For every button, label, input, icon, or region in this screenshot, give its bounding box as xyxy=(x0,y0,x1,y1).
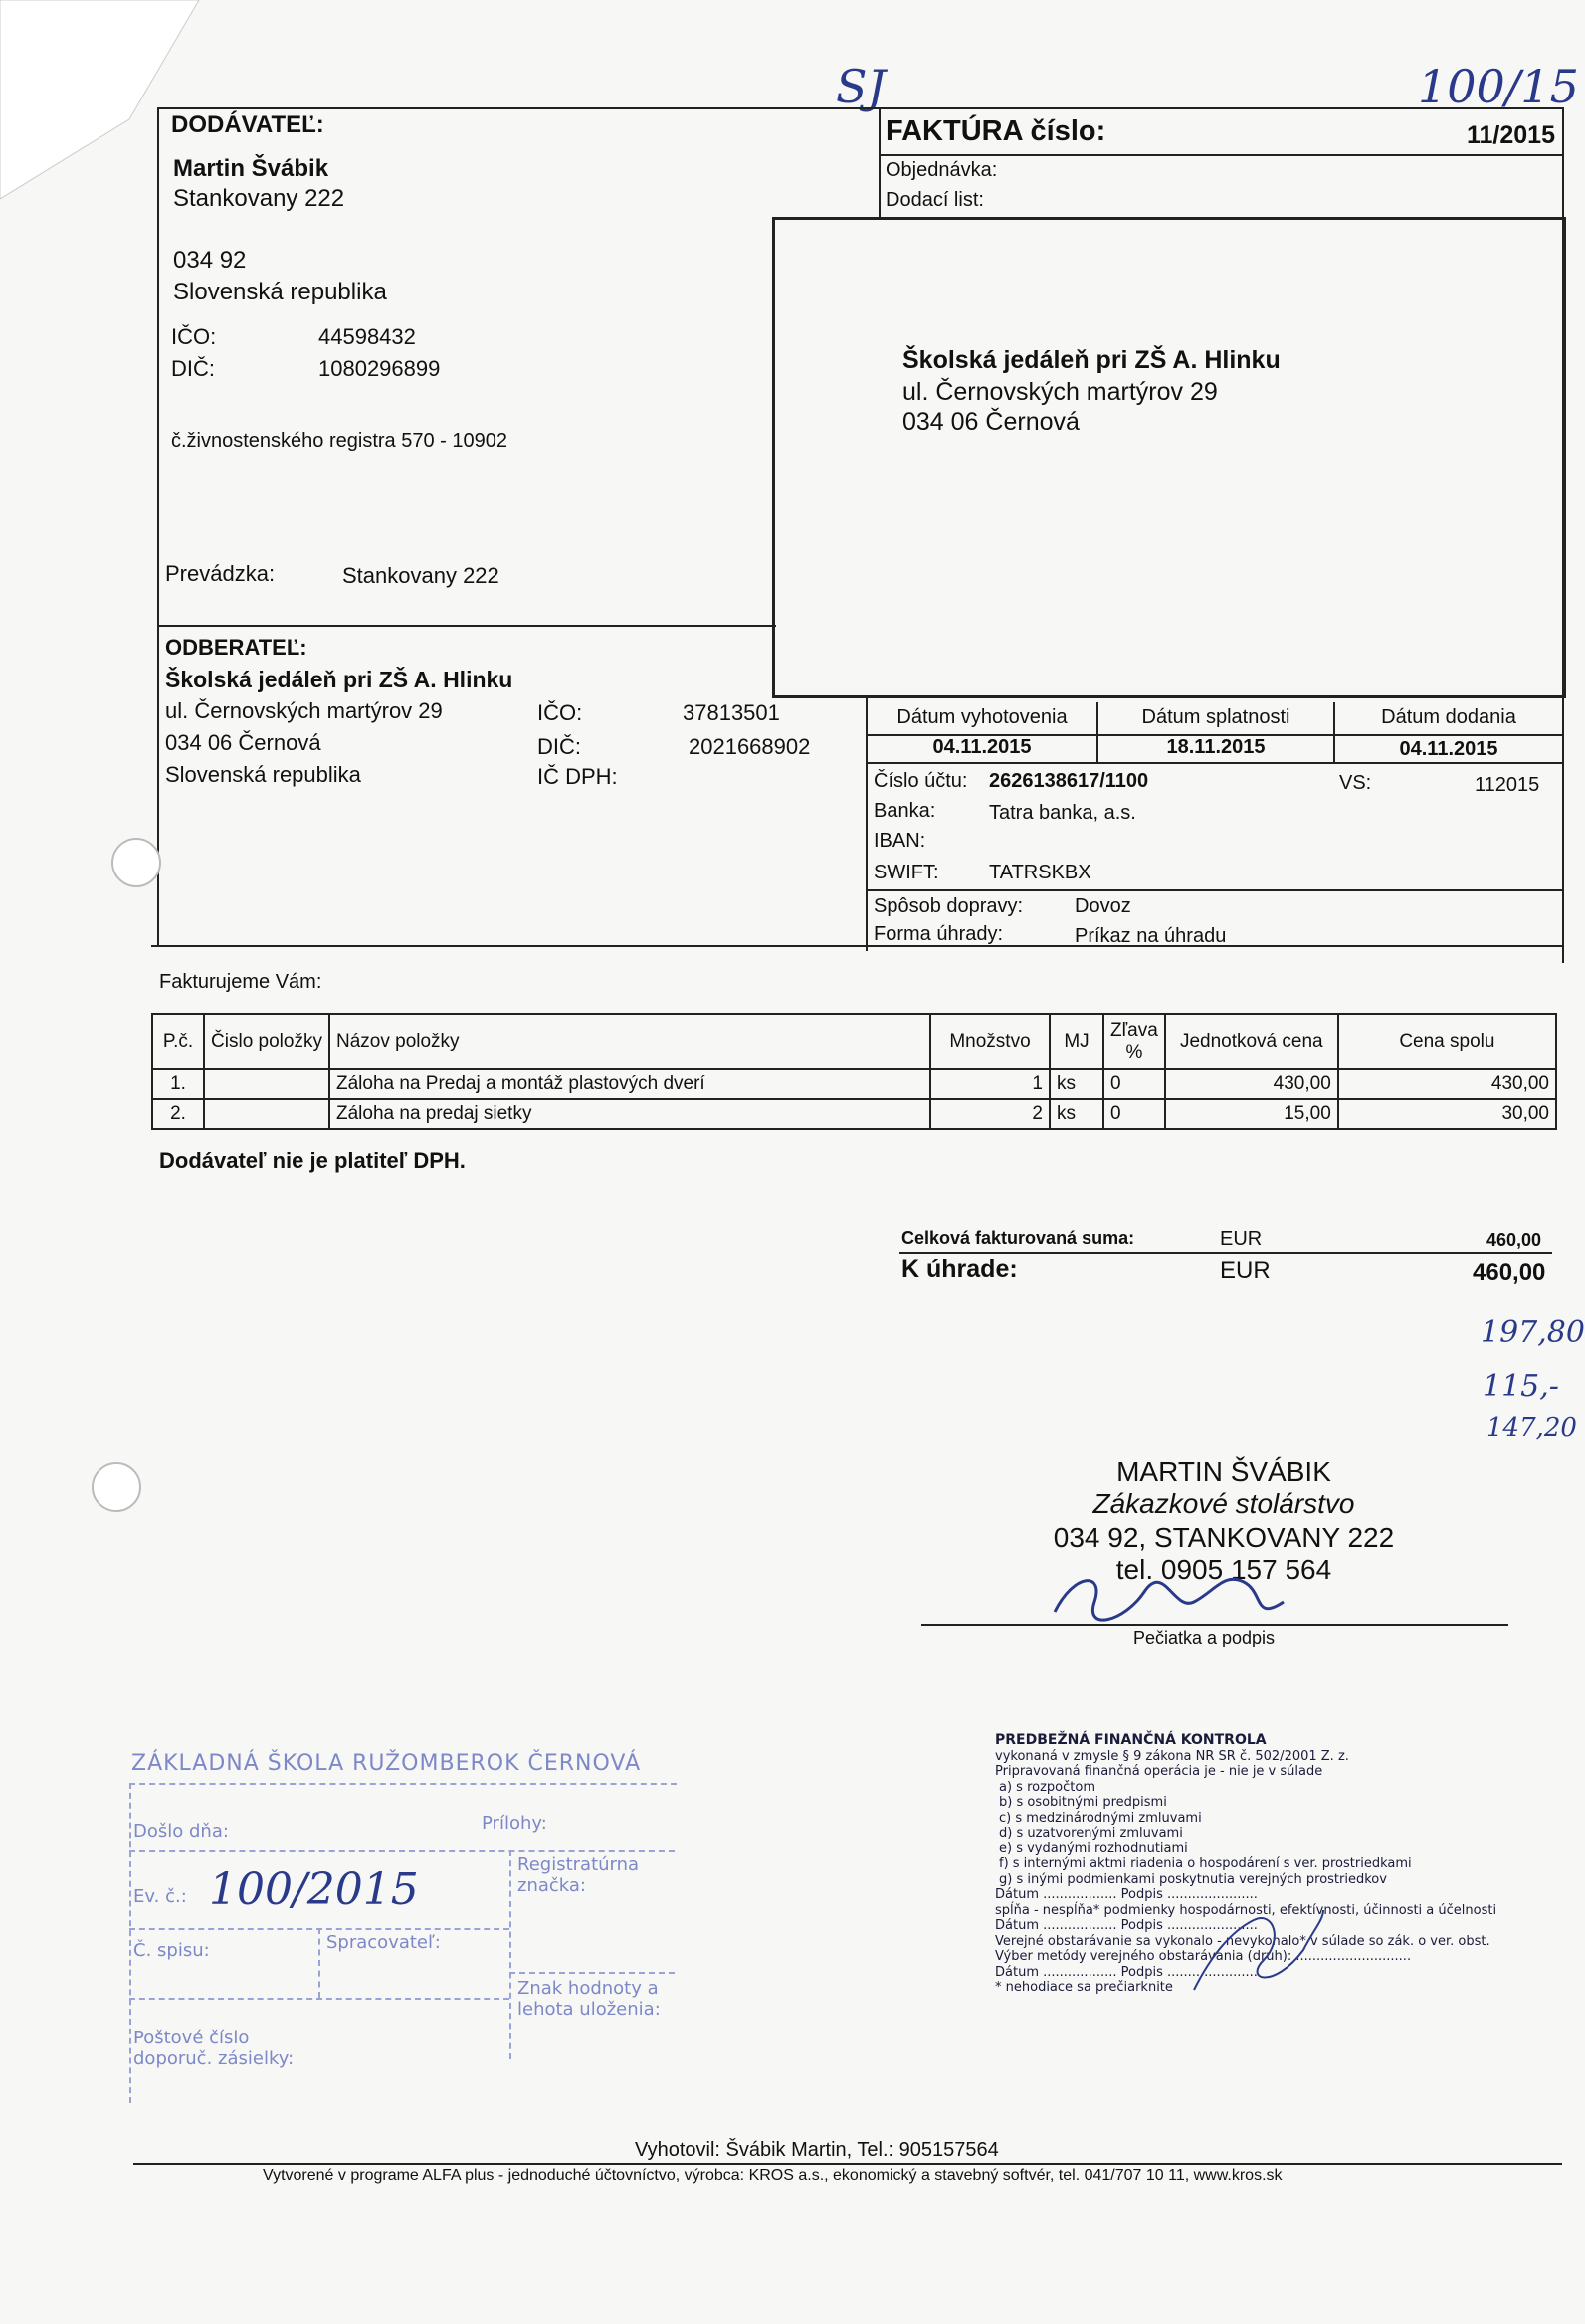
row-total: 430,00 xyxy=(1338,1069,1556,1099)
control-note: * nehodiace sa prečiarknite xyxy=(995,1980,1173,1995)
swift-value: TATRSKBX xyxy=(989,862,1091,883)
control-date1: Dátum .................. Podpis ...................... xyxy=(995,1887,1258,1902)
ev-value: 100/2015 xyxy=(209,1864,419,1915)
control-g: g) s inými podmienkami poskytnutia verejných prostriedkov xyxy=(999,1871,1387,1887)
handwritten-calc-3: 147,20 xyxy=(1486,1413,1577,1443)
control-line1: vykonaná v zmysle § 9 zákona NR SR č. 502/2001 Z. z. xyxy=(995,1748,1349,1764)
col-total: Cena spolu xyxy=(1338,1014,1556,1069)
invoiced-currency: EUR xyxy=(1220,1228,1263,1250)
control-f: f) s internými aktmi riadenia o hospodárení s ver. prostriedkami xyxy=(999,1856,1412,1871)
recipient-name: Školská jedáleň pri ZŠ A. Hlinku xyxy=(902,346,1281,374)
table-row xyxy=(152,1069,1556,1099)
row-discount: 0 xyxy=(1103,1069,1165,1099)
col-discount-line2: % xyxy=(1125,1042,1143,1063)
footer-line xyxy=(133,2163,1562,2165)
items-header-row xyxy=(152,1014,1556,1069)
row-qty: 1 xyxy=(930,1069,1050,1099)
recipient-address-box xyxy=(772,217,1566,698)
issued-date: 04.11.2015 xyxy=(932,736,1032,758)
punch-hole-2 xyxy=(92,1462,141,1512)
row-name: Záloha na predaj sietky xyxy=(329,1099,930,1129)
frame-top xyxy=(157,107,1564,109)
col-pc: P.č. xyxy=(152,1014,204,1069)
frame-bottom xyxy=(151,945,1564,947)
invoice-header-divider xyxy=(879,107,881,219)
handwritten-initials: SJ xyxy=(836,60,886,113)
supplier-bottom-line xyxy=(157,625,776,627)
due-total-label: K úhrade: xyxy=(901,1256,1018,1283)
row-pc: 2. xyxy=(152,1099,204,1129)
row-unit: ks xyxy=(1050,1069,1103,1099)
reg-label: Registratúrna značka: xyxy=(517,1854,640,1896)
row-code xyxy=(204,1069,329,1099)
supplier-street: Stankovany 222 xyxy=(173,185,345,212)
customer-city: 034 06 Černová xyxy=(165,730,321,755)
recipient-street: ul. Černovských martýrov 29 xyxy=(902,378,1218,406)
customer-country: Slovenská republika xyxy=(165,762,361,787)
signature-line xyxy=(921,1624,1508,1626)
totals-divider xyxy=(899,1252,1552,1254)
control-method: Výber metódy verejného obstarávania (druh): ............................ xyxy=(995,1949,1412,1964)
stamp-hline-3 xyxy=(509,1972,675,1974)
file-label: Č. spisu: xyxy=(133,1940,210,1961)
order-label: Objednávka: xyxy=(886,159,998,181)
control-title: PREDBEŽNÁ FINANČNÁ KONTROLA xyxy=(995,1732,1267,1748)
control-line2: Pripravovaná finančná operácia je - nie je v súlade xyxy=(995,1764,1323,1779)
items-table xyxy=(151,1013,1557,1130)
supplier-name: Martin Švábik xyxy=(173,155,329,182)
handwritten-calc-1: 197,80 xyxy=(1481,1315,1585,1350)
supplier-premises-label: Prevádzka: xyxy=(165,561,276,586)
due-label: Dátum splatnosti xyxy=(1141,706,1290,728)
footer-software: Vytvorené v programe ALFA plus - jednoduché účtovníctvo, výrobca: KROS a.s., ekonomický a stavebný softvér, tel. 041/707 10 11, www.kros.sk xyxy=(263,2167,1283,2184)
bank-label: Banka: xyxy=(874,800,936,822)
col-code: Čislo položky xyxy=(204,1014,329,1069)
col-unit: MJ xyxy=(1050,1014,1103,1069)
row-qty: 2 xyxy=(930,1099,1050,1129)
customer-ico: 37813501 xyxy=(683,700,780,725)
signature-caption: Pečiatka a podpis xyxy=(1132,1628,1276,1647)
customer-heading: ODBERATEĽ: xyxy=(165,635,307,660)
account-label: Číslo účtu: xyxy=(874,770,968,792)
due-total-currency: EUR xyxy=(1220,1258,1271,1284)
due-total-amount: 460,00 xyxy=(1473,1259,1546,1286)
control-public: Verejné obstarávanie sa vykonalo - nevykonalo* v súlade so zák. o ver. obst. xyxy=(995,1933,1490,1949)
company-stamp-address: 034 92, STANKOVANY 222 xyxy=(1053,1522,1395,1553)
stamp-vline-2 xyxy=(318,1928,320,1998)
payment-method-label: Forma úhrady: xyxy=(874,923,1004,945)
handwritten-calc-2: 115,- xyxy=(1483,1369,1559,1404)
retention-label: Znak hodnoty a lehota uloženia: xyxy=(517,1978,661,2020)
control-date3: Dátum .................. Podpis ...................... xyxy=(995,1964,1258,1980)
col-unit-price: Jednotková cena xyxy=(1165,1014,1338,1069)
supplier-heading: DODÁVATEĽ: xyxy=(171,111,324,138)
col-qty: Množstvo xyxy=(930,1014,1050,1069)
row-unit-price: 15,00 xyxy=(1165,1099,1338,1129)
issued-label: Dátum vyhotovenia xyxy=(896,706,1068,728)
control-fulfil: spĺňa - nespĺňa* podmienky hospodárnosti, efektívnosti, účinnosti a účelnosti xyxy=(995,1902,1497,1918)
col-discount-line1: Zľava xyxy=(1110,1020,1158,1041)
recipient-city: 034 06 Černová xyxy=(902,408,1080,436)
payment-method-value: Príkaz na úhradu xyxy=(1075,925,1227,947)
invoiced-amount: 460,00 xyxy=(1486,1230,1542,1250)
supplier-registry: č.živnostenského registra 570 - 10902 xyxy=(171,430,507,452)
transport-label: Spôsob dopravy: xyxy=(874,895,1024,917)
customer-dic-label: DIČ: xyxy=(537,734,581,759)
company-stamp-phone: tel. 0905 157 564 xyxy=(1115,1554,1332,1585)
stamp-vline-1 xyxy=(509,1850,511,2059)
received-label: Došlo dňa: xyxy=(133,1821,229,1841)
invoice-number: 11/2015 xyxy=(1467,121,1555,149)
bank-value: Tatra banka, a.s. xyxy=(989,802,1136,824)
control-date2: Dátum .................. Podpis ...................... xyxy=(995,1918,1258,1933)
school-stamp-title: ZÁKLADNÁ ŠKOLA RUŽOMBEROK ČERNOVÁ xyxy=(131,1751,642,1776)
customer-dic: 2021668902 xyxy=(689,734,811,759)
control-a: a) s rozpočtom xyxy=(999,1779,1095,1795)
invoice-title-underline xyxy=(879,154,1564,156)
control-d: d) s uzatvorenými zmluvami xyxy=(999,1826,1183,1840)
items-intro: Fakturujeme Vám: xyxy=(159,971,322,993)
row-total: 30,00 xyxy=(1338,1099,1556,1129)
punch-hole-1 xyxy=(111,838,161,887)
payment-divider xyxy=(866,889,1562,891)
account-number: 2626138617/1100 xyxy=(989,770,1149,792)
row-code xyxy=(204,1099,329,1129)
invoiced-label: Celková fakturovaná suma: xyxy=(901,1228,1135,1248)
customer-name: Školská jedáleň pri ZŠ A. Hlinku xyxy=(165,667,513,692)
delivery-date: 04.11.2015 xyxy=(1399,738,1498,760)
school-stamp xyxy=(129,1747,687,2105)
iban-label: IBAN: xyxy=(874,830,926,852)
supplier-zip: 034 92 xyxy=(173,247,247,274)
row-unit-price: 430,00 xyxy=(1165,1069,1338,1099)
col-name: Názov položky xyxy=(329,1014,930,1069)
due-date: 18.11.2015 xyxy=(1166,736,1266,758)
footer-prepared: Vyhotovil: Švábik Martin, Tel.: 905157564 xyxy=(635,2139,999,2161)
supplier-premises: Stankovany 222 xyxy=(342,563,499,588)
vat-note: Dodávateľ nie je platiteľ DPH. xyxy=(159,1148,466,1173)
postal-label: Poštové číslo doporuč. zásielky: xyxy=(133,2028,295,2069)
vs-value: 112015 xyxy=(1475,774,1540,796)
control-b: b) s osobitnými predpismi xyxy=(999,1795,1167,1810)
row-pc: 1. xyxy=(152,1069,204,1099)
dates-row-line-2 xyxy=(866,762,1562,764)
supplier-ico-label: IČO: xyxy=(171,324,217,349)
processor-label: Spracovateľ: xyxy=(326,1932,441,1953)
col-discount xyxy=(1103,1014,1165,1069)
customer-icdph-label: IČ DPH: xyxy=(537,764,618,789)
swift-label: SWIFT: xyxy=(874,862,939,883)
delivery-label: Dátum dodania xyxy=(1381,706,1516,728)
table-row xyxy=(152,1099,1556,1129)
torn-corner xyxy=(0,0,199,239)
invoice-title: FAKTÚRA číslo: xyxy=(886,115,1106,147)
company-stamp-name: MARTIN ŠVÁBIK xyxy=(1116,1456,1331,1487)
handwritten-reg-number: 100/15 xyxy=(1418,60,1579,113)
ev-label: Ev. č.: xyxy=(133,1886,187,1907)
frame-left xyxy=(157,107,159,945)
supplier-dic: 1080296899 xyxy=(318,356,441,381)
supplier-dic-label: DIČ: xyxy=(171,356,215,381)
control-signature xyxy=(1174,1890,1333,2010)
row-unit: ks xyxy=(1050,1099,1103,1129)
attachments-label: Prílohy: xyxy=(482,1813,547,1834)
stamp-hline-4 xyxy=(129,1998,509,2000)
delivery-note-label: Dodací list: xyxy=(886,189,984,211)
supplier-country: Slovenská republika xyxy=(173,279,387,305)
row-discount: 0 xyxy=(1103,1099,1165,1129)
transport-value: Dovoz xyxy=(1075,895,1131,917)
company-stamp-trade: Zákazkové stolárstvo xyxy=(1092,1488,1355,1519)
control-e: e) s vydanými rozhodnutiami xyxy=(999,1840,1188,1856)
vs-label: VS: xyxy=(1339,772,1372,794)
row-name: Záloha na Predaj a montáž plastových dverí xyxy=(329,1069,930,1099)
supplier-ico: 44598432 xyxy=(318,324,416,349)
customer-ico-label: IČO: xyxy=(537,700,583,725)
stamp-hline-1 xyxy=(129,1850,675,1852)
control-c: c) s medzinárodnými zmluvami xyxy=(999,1810,1202,1826)
customer-street: ul. Černovských martýrov 29 xyxy=(165,698,443,723)
